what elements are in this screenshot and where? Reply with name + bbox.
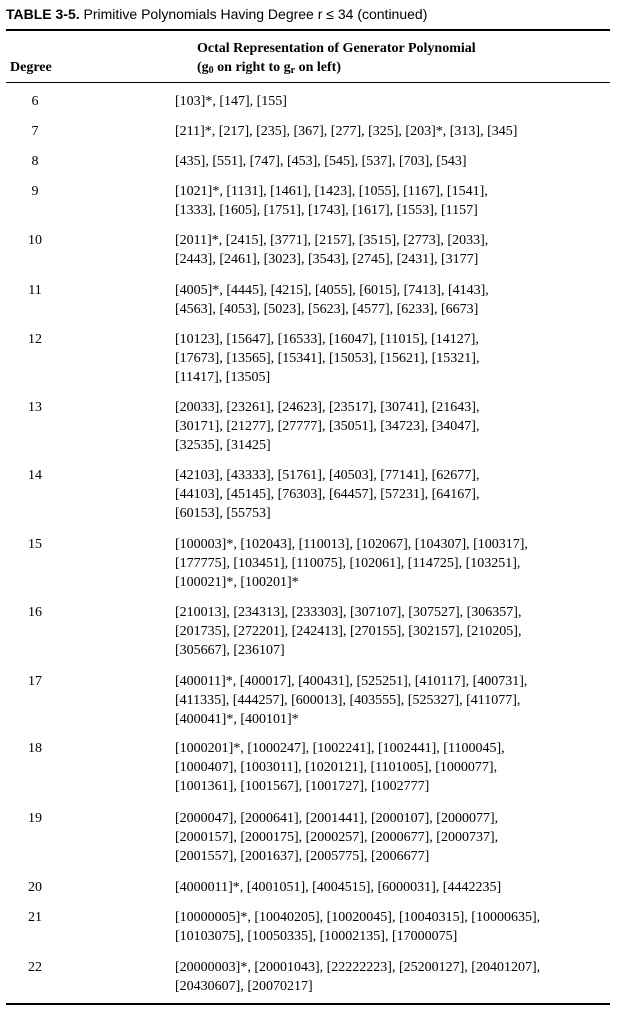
degree-cell: 7 [31,124,39,139]
polynomials-cell [175,672,615,729]
polynomials-cell [175,231,615,269]
polynomials-cell [175,809,615,866]
polynomials-cell [175,330,615,387]
polynomials-cell [175,535,615,592]
degree-cell: 22 [28,960,42,975]
degree-cell: 18 [28,741,42,756]
polynomial-line: [201735], [272201], [242413], [270155], [302157], [210205], [175,624,522,639]
polynomials-cell [175,739,615,796]
polynomial-line: [435], [551], [747], [453], [545], [537], [703], [543] [175,154,467,169]
degree-cell: 16 [28,605,42,620]
polynomial-line: [4563], [4053], [5023], [5623], [4577], [6233], [6673] [175,302,479,317]
caption-label: TABLE 3-5. [6,6,80,22]
polynomials-cell [175,958,615,996]
header-degree: Degree [10,60,52,75]
degree-cell: 14 [28,468,42,483]
polynomial-line: [20430607], [20070217] [175,979,313,994]
polynomial-line: [10000005]*, [10040205], [10020045], [10040315], [10000635], [175,910,541,925]
degree-cell: 10 [28,233,42,248]
polynomial-line: [210013], [234313], [233303], [307107], [307527], [306357], [175,605,522,620]
degree-cell: 12 [28,332,42,347]
polynomial-line: [100003]*, [102043], [110013], [102067], [104307], [100317], [175,537,528,552]
polynomial-line: [20033], [23261], [24623], [23517], [30741], [21643], [175,400,480,415]
polynomial-line: [400011]*, [400017], [400431], [525251], [410117], [400731], [175,674,528,689]
top-rule [6,29,610,31]
header-octal-line1: Octal Representation of Generator Polynomial [197,41,476,56]
polynomial-line: [32535], [31425] [175,438,271,453]
polynomial-line: [211]*, [217], [235], [367], [277], [325], [203]*, [313], [345] [175,124,518,139]
polynomial-line: [30171], [21277], [27777], [35051], [34723], [34047], [175,419,480,434]
polynomial-line: [1001361], [1001567], [1001727], [1002777] [175,779,430,794]
polynomials-cell [175,878,615,897]
polynomial-line: [177775], [103451], [110075], [102061], [114725], [103251], [175,556,521,571]
polynomial-line: [44103], [45145], [76303], [64457], [57231], [64167], [175,487,480,502]
degree-cell: 19 [28,811,42,826]
polynomials-cell [175,603,615,660]
degree-cell: 11 [28,283,42,298]
polynomial-line: [2443], [2461], [3023], [3543], [2745], [2431], [3177] [175,252,479,267]
polynomial-line: [305667], [236107] [175,643,285,658]
polynomial-line: [4005]*, [4445], [4215], [4055], [6015], [7413], [4143], [175,283,489,298]
polynomial-line: [400041]*, [400101]* [175,712,299,727]
polynomial-line: [2011]*, [2415], [3771], [2157], [3515], [2773], [2033], [175,233,489,248]
polynomial-line: [103]*, [147], [155] [175,94,287,109]
caption-text: Primitive Polynomials Having Degree r ≤ 34 (continued) [83,6,428,22]
header-octal-line2: ($g_0$ on right to $g_r$ on left) [197,60,342,76]
polynomial-line: [1333], [1605], [1751], [1743], [1617], [1553], [1157] [175,203,478,218]
polynomial-line: [4000011]*, [4001051], [4004515], [6000031], [4442235] [175,880,502,895]
degree-cell: 17 [28,674,42,689]
polynomials-cell [175,92,615,111]
polynomial-line: [2000047], [2000641], [2001441], [2000107], [2000077], [175,811,499,826]
degree-cell: 20 [28,880,42,895]
polynomial-line: [10103075], [10050335], [10002135], [17000075] [175,929,458,944]
polynomial-line: [11417], [13505] [175,370,271,385]
polynomials-cell [175,398,615,455]
bottom-rule [6,1003,610,1005]
header-rule [6,82,610,83]
polynomial-line: [2000157], [2000175], [2000257], [2000677], [2000737], [175,830,499,845]
polynomial-line: [1000201]*, [1000247], [1002241], [1002441], [1100045], [175,741,505,756]
polynomial-line: [42103], [43333], [51761], [40503], [77141], [62677], [175,468,480,483]
polynomials-cell [175,908,615,946]
header-octal [197,39,476,80]
polynomials-cell [175,122,615,141]
polynomials-cell [175,182,615,220]
polynomial-line: [1000407], [1003011], [1020121], [1101005], [1000077], [175,760,498,775]
polynomials-cell [175,152,615,171]
degree-cell: 15 [28,537,42,552]
degree-cell: 13 [28,400,42,415]
polynomial-line: [2001557], [2001637], [2005775], [2006677] [175,849,430,864]
polynomial-line: [1021]*, [1131], [1461], [1423], [1055], [1167], [1541], [175,184,488,199]
polynomial-line: [100021]*, [100201]* [175,575,299,590]
polynomials-cell [175,281,615,319]
degree-cell: 8 [31,154,39,169]
polynomial-line: [411335], [444257], [600013], [403555], [525327], [411077], [175,693,521,708]
degree-cell: 9 [31,184,39,199]
degree-cell: 21 [28,910,42,925]
polynomial-line: [20000003]*, [20001043], [22222223], [25200127], [20401207], [175,960,541,975]
table-caption [6,6,427,22]
polynomial-line: [17673], [13565], [15341], [15053], [15621], [15321], [175,351,480,366]
polynomial-line: [10123], [15647], [16533], [16047], [11015], [14127], [175,332,479,347]
degree-cell: 6 [31,94,39,109]
polynomial-line: [60153], [55753] [175,506,271,521]
polynomials-cell [175,466,615,523]
